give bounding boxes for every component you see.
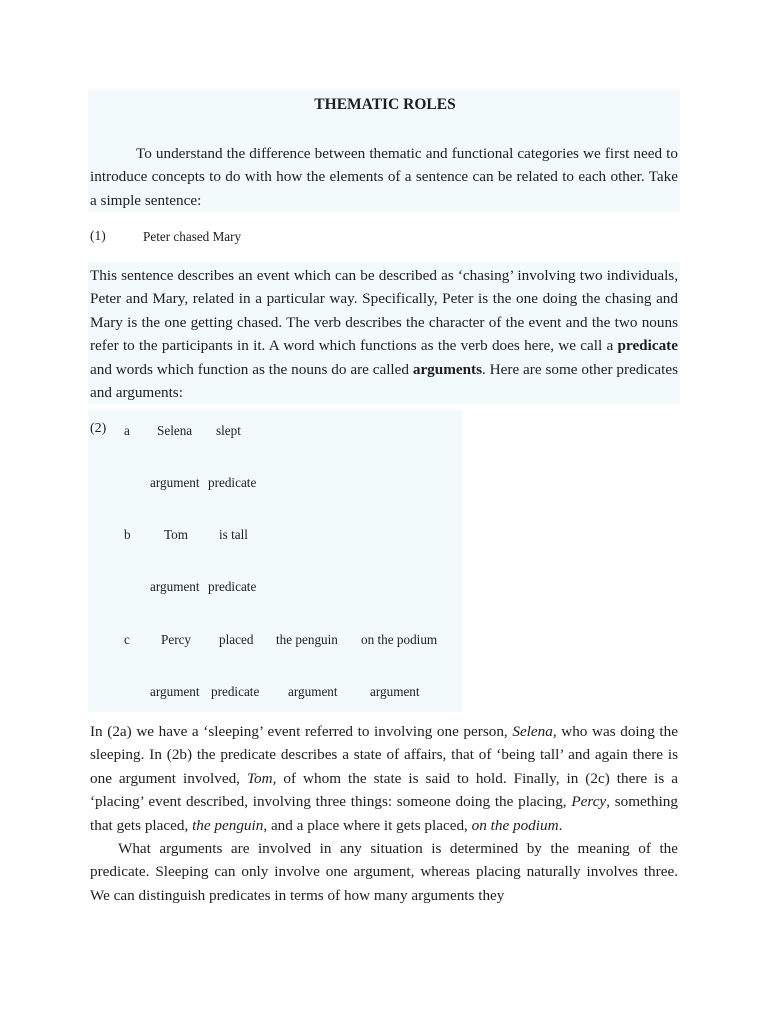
term-predicate: predicate: [617, 337, 678, 355]
example1-sentence: Peter chased Mary: [143, 229, 242, 244]
page-title: THEMATIC ROLES: [314, 96, 456, 113]
example2b-letter: b: [124, 527, 131, 542]
para3-italic-the-penguin: the penguin: [192, 816, 264, 834]
example2c-word-percy: Percy: [161, 632, 192, 647]
example2a-word-selena: Selena: [157, 423, 193, 438]
para3-text-4: , something that gets placed,: [90, 793, 678, 834]
example2a-label-predicate: predicate: [208, 475, 257, 490]
example2a-letter: a: [124, 423, 130, 438]
example2c-label-argument-3: argument: [370, 684, 420, 699]
para3-text-2: who was doing the sleeping. In (2b) the predicate describes a state of affairs, that of ‘being tall’ and again there is one argument involved,: [90, 723, 678, 787]
para3: [90, 720, 678, 837]
para3-italic-tom: Tom,: [246, 769, 277, 787]
explanation-paragraphs: [90, 720, 678, 907]
highlight-block-examples: [88, 410, 462, 712]
example2c-word-on-the-podium: on the podium: [361, 632, 438, 647]
para3-italic-percy: Percy: [571, 793, 607, 811]
example2b-word-tom: Tom: [164, 527, 188, 542]
intro-text: To understand the difference between thematic and functional categories we first need to introduce concepts to do with how the elements of a sentence can be related to each other. Take a simple sentence:: [90, 145, 678, 209]
para3-text-6: .: [558, 816, 563, 834]
intro-paragraph: [90, 142, 678, 212]
term-arguments: arguments: [412, 360, 483, 378]
para3-italic-selena: Selena,: [512, 723, 557, 740]
para4: What arguments are involved in any situation is determined by the meaning of the predicate. Sleeping can only involve one argument, whereas placing naturally involves three. We can distinguish predicates in terms of how many arguments they: [90, 840, 678, 904]
example2c-word-the-penguin: the penguin: [276, 632, 338, 647]
para2-text-2: and words which function as the nouns do are called: [90, 360, 413, 378]
example2-number: (2): [90, 421, 107, 436]
example2c-word-placed: placed: [219, 632, 254, 647]
example2a-label-argument: argument: [150, 475, 200, 490]
definition-paragraph: [90, 264, 678, 404]
para3-italic-on-the-podium: on the podium: [471, 816, 559, 834]
para3-text-3: of whom the state is said to hold. Finally, in (2c) there is a ‘placing’ event described, involving three things: someone doing the placing,: [90, 769, 678, 811]
para3-text-1: In (2a) we have a ‘sleeping’ event referred to involving one person,: [90, 723, 513, 740]
example2b-word-is-tall: is tall: [219, 527, 248, 542]
example2c-label-predicate: predicate: [211, 684, 260, 699]
example2c-label-argument-2: argument: [288, 684, 338, 699]
para3-text-5: , and a place where it gets placed,: [263, 816, 472, 834]
para2-text-1: This sentence describes an event which can be described as ‘chasing’ involving two individuals, Peter and Mary, related in a particular way. Specifically, Peter is the one doing the chasing and Mary is the one getting chased. The verb describes the character of the event and the two nouns refer to the participants in it. A word which functions as the verb does here, we call a: [90, 267, 678, 355]
example2a-word-slept: slept: [216, 423, 241, 438]
example2c-label-argument-1: argument: [150, 684, 200, 699]
example2c-letter: c: [124, 632, 130, 647]
example1-number: (1): [90, 228, 106, 243]
example2b-label-argument: argument: [150, 579, 200, 594]
example2b-label-predicate: predicate: [208, 579, 257, 594]
para2-text-3: . Here are some other predicates and arguments:: [90, 360, 678, 402]
